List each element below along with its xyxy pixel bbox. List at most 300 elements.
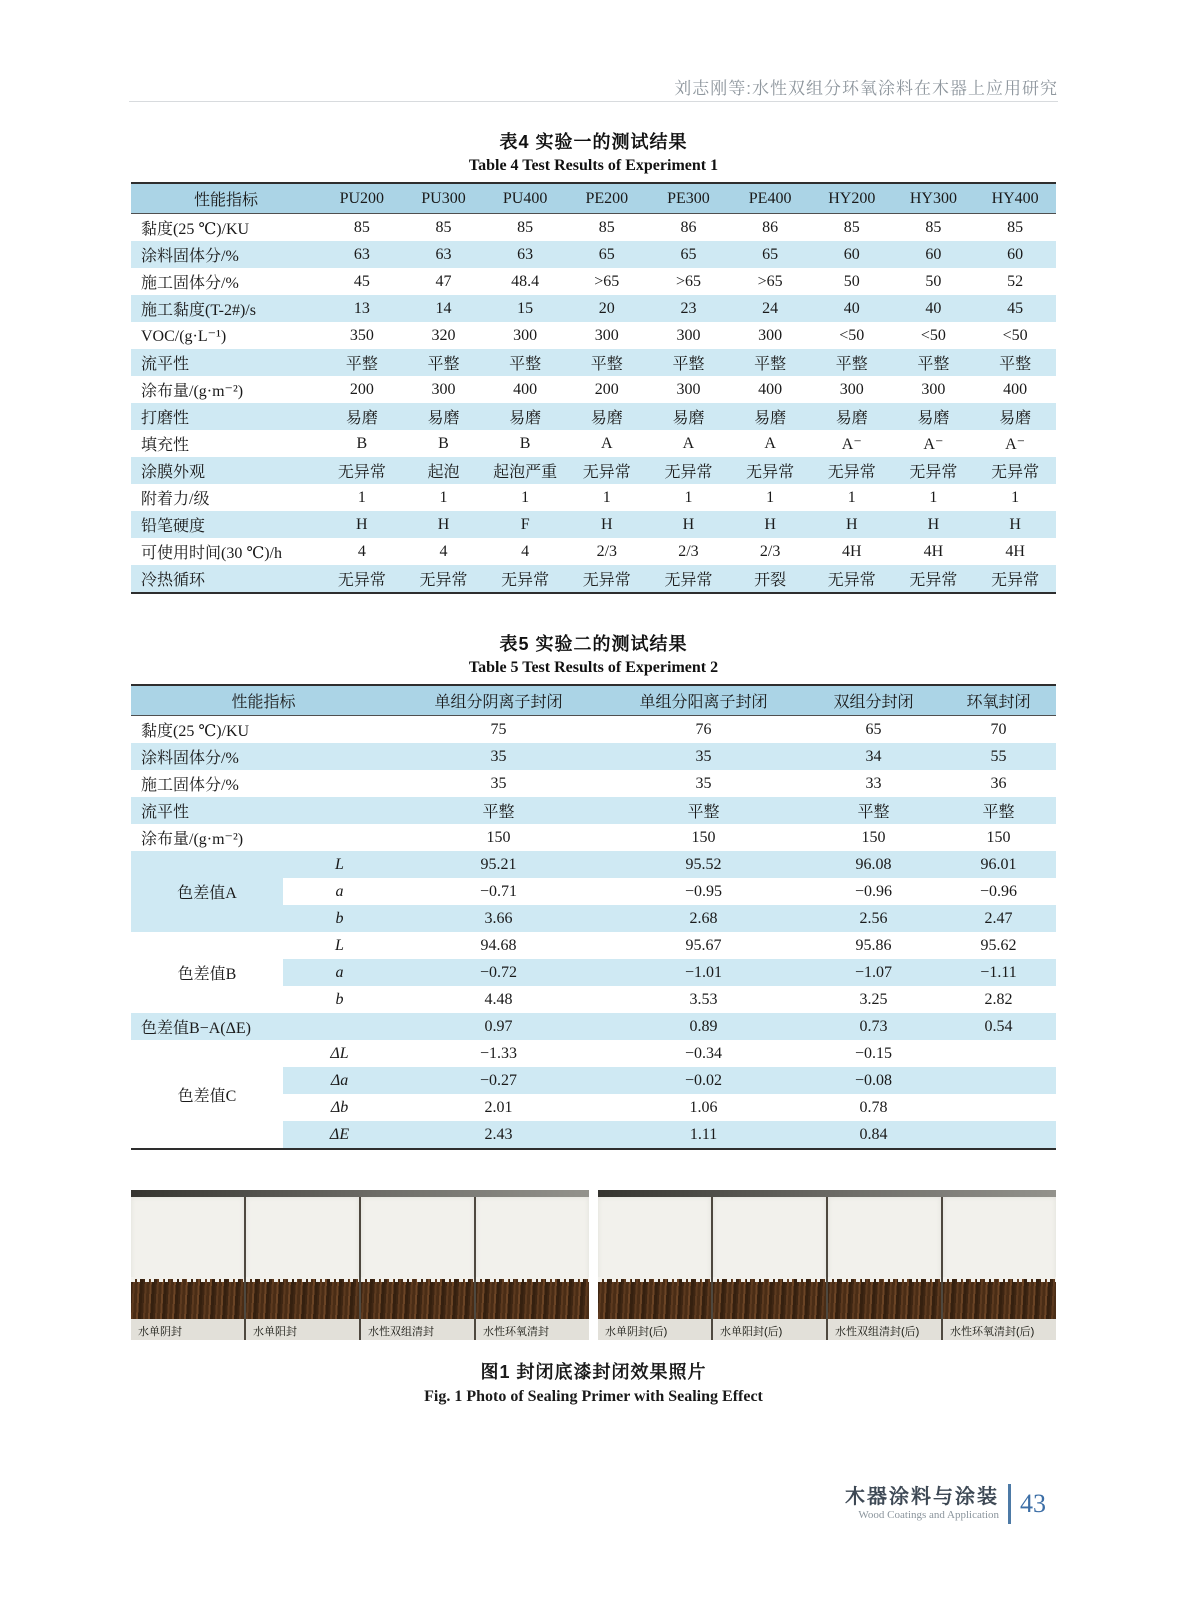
column-header-indicator: 性能指标 [193,192,258,209]
value-cell: B [356,434,368,452]
value-cell: 1 [1011,488,1020,506]
photo-after [598,1190,1056,1340]
value-cell: −1.01 [685,963,723,981]
table4-header-row [131,183,1056,214]
value-cell: 平整 [999,356,1032,373]
value-cell: 65 [865,720,882,738]
row-label: 打磨性 [141,410,190,427]
column-header-sealer: 环氧封闭 [966,694,1031,711]
value-cell: <50 [920,326,946,344]
value-cell: 85 [517,218,534,236]
row-label: 涂料固体分/% [141,248,239,265]
row-label: 涂布量/(g·m⁻²) [141,831,244,848]
value-cell: H [845,515,858,533]
value-cell: −0.27 [480,1071,518,1089]
value-cell: −0.95 [685,882,723,900]
wood-panel [828,1190,943,1340]
value-cell: 150 [691,828,716,846]
value-cell: 无异常 [664,572,713,589]
value-cell: 无异常 [419,572,468,589]
value-cell: 1 [766,488,775,506]
value-cell: 35 [695,774,712,792]
value-cell: 无异常 [909,464,958,481]
table-row [131,716,1056,744]
value-cell: 0.73 [859,1017,888,1035]
value-cell: F [520,515,530,533]
value-cell: 0.54 [984,1017,1013,1035]
row-label: 流平性 [141,804,190,821]
header-rule [129,101,1058,102]
value-cell: 平整 [345,356,378,373]
sub-label: a [335,882,344,900]
sub-label: L [335,855,344,873]
column-header-sealer: 双组分封闭 [833,694,914,711]
value-cell: 4.48 [484,990,513,1008]
column-header-sample: HY200 [828,189,876,207]
value-cell: A⁻ [1005,435,1026,453]
value-cell: 47 [435,272,452,290]
value-cell: 70 [990,720,1007,738]
value-cell: 无异常 [991,572,1040,589]
column-header-sample: PU300 [421,189,466,207]
value-cell: 36 [990,774,1007,792]
table-row [131,430,1056,457]
sub-label: ΔL [330,1044,349,1062]
value-cell: 40 [925,299,942,317]
value-cell: 1 [357,488,366,506]
value-cell: 起泡严重 [493,464,558,481]
value-cell: 85 [353,218,370,236]
value-cell: −0.02 [685,1071,723,1089]
value-cell: >65 [675,272,701,290]
table4-title-cn: 表4 实验一的测试结果 [499,132,688,152]
value-cell: 平整 [509,356,542,373]
value-cell: 15 [517,299,534,317]
value-cell: 86 [680,218,697,236]
table4-head [131,183,1056,214]
sub-label: a [335,963,344,981]
table4-body [131,214,1056,594]
value-cell: 63 [353,245,370,263]
value-cell: 易磨 [345,410,378,427]
column-header-sample: PU400 [502,189,548,207]
sub-label: b [335,990,344,1008]
table-row [131,538,1056,565]
wood-grain-area [943,1279,1056,1319]
panel-label: 水单阴封(后) [598,1319,711,1340]
value-cell: −0.72 [480,963,518,981]
value-cell: 2.68 [689,909,718,927]
value-cell: 4 [357,542,366,560]
value-cell: 85 [598,218,615,236]
value-cell [941,1040,1056,1067]
value-cell: 无异常 [582,572,631,589]
page-number: 43 [1020,1489,1046,1518]
wood-panel [713,1190,828,1340]
value-cell: 20 [598,299,615,317]
value-cell: −1.07 [855,963,893,981]
table-row [131,1013,1056,1040]
value-cell: 85 [1007,218,1024,236]
value-cell: A [601,434,613,452]
value-cell: 平整 [857,804,890,821]
row-label: 流平性 [141,356,190,373]
wood-panel [476,1190,589,1340]
row-label: 填充性 [141,437,190,454]
value-cell: 1 [521,488,530,506]
value-cell: 4H [841,542,862,560]
value-cell: 86 [762,218,779,236]
value-cell: A [682,434,695,452]
value-cell: 350 [349,326,374,344]
panel-label: 水单阴封 [131,1319,244,1340]
value-cell: 平整 [590,356,623,373]
value-cell [941,1121,1056,1149]
value-cell: 65 [680,245,697,263]
table-row [131,743,1056,770]
table4-title-en: Table 4 Test Results of Experiment 1 [468,157,719,174]
value-cell: −0.08 [855,1071,893,1089]
value-cell: 35 [490,747,507,765]
running-head: 刘志刚等:水性双组分环氧涂料在木器上应用研究 [674,79,1058,98]
panel-label: 水性双组清封 [361,1319,474,1340]
table5-title-en: Table 5 Test Results of Experiment 2 [468,659,719,676]
value-cell: 无异常 [337,572,386,589]
table4 [131,182,1056,594]
table5-block [131,630,1056,1150]
row-label: 涂布量/(g·m⁻²) [141,383,244,400]
figure-photos [131,1190,1056,1340]
value-cell: 50 [843,272,860,290]
table-row [131,376,1056,403]
value-cell: A⁻ [841,435,862,453]
table-row [131,797,1056,824]
value-cell: H [682,515,695,533]
value-cell: H [927,515,940,533]
value-cell: H [1009,515,1021,533]
value-cell: −0.96 [980,882,1018,900]
value-cell: 400 [1003,380,1028,398]
row-label: 铅笔硬度 [141,518,206,535]
journal-names [845,1486,999,1522]
value-cell: A [764,434,776,452]
table-row [131,851,1056,878]
table-row [131,824,1056,851]
value-cell: 4H [1005,542,1025,560]
value-cell: 65 [762,245,779,263]
value-cell: 无异常 [827,572,876,589]
value-cell: 易磨 [590,410,623,427]
value-cell: 320 [431,326,456,344]
value-cell: 1 [439,488,448,506]
row-label: 色差值B−A(ΔE) [141,1020,251,1037]
value-cell: 60 [843,245,860,263]
value-cell: 76 [695,720,712,738]
value-cell: −1.11 [980,963,1017,981]
value-cell: 无异常 [337,464,386,481]
row-label: 施工黏度(T-2#)/s [141,302,256,319]
value-cell: 300 [431,380,456,398]
table-row [131,565,1056,593]
value-cell: <50 [1002,326,1028,344]
sub-label: Δa [330,1071,349,1089]
column-header-sample: HY400 [991,189,1039,207]
value-cell: 300 [921,380,946,398]
value-cell: 1 [684,488,693,506]
value-cell: 45 [353,272,370,290]
figure-block [131,1190,1056,1406]
figure-caption-cn: 图1 封闭底漆封闭效果照片 [480,1362,707,1382]
value-cell: 85 [925,218,942,236]
journal-title-cn: 木器涂料与涂装 [845,1486,999,1508]
value-cell: 45 [1007,299,1024,317]
value-cell: 96.01 [980,855,1017,873]
value-cell: H [601,515,613,533]
row-label: 涂料固体分/% [141,750,239,767]
sub-label: b [335,909,344,927]
table5-body [131,716,1056,1150]
row-label: 涂膜外观 [141,464,206,481]
value-cell: 300 [839,380,864,398]
value-cell: 35 [490,774,507,792]
value-cell: H [437,515,450,533]
group-label: 色差值B [131,932,283,1013]
value-cell: 85 [843,218,860,236]
value-cell: 1.06 [689,1098,718,1116]
value-cell: B [438,434,449,452]
wood-grain-area [131,1279,244,1319]
value-cell: 0.89 [689,1017,718,1035]
value-cell: 无异常 [501,572,550,589]
panel-label: 水单阳封(后) [713,1319,826,1340]
value-cell: 4 [521,542,530,560]
wood-panel [131,1190,246,1340]
value-cell: 易磨 [672,410,705,427]
value-cell: 2.01 [484,1098,513,1116]
journal-title-en: Wood Coatings and Application [858,1509,999,1521]
value-cell: 300 [676,380,701,398]
wood-grain-area [828,1279,941,1319]
value-cell: −0.71 [480,882,518,900]
row-label: 黏度(25 ℃)/KU [141,723,250,740]
value-cell: 无异常 [827,464,876,481]
wood-grain-area [361,1279,474,1319]
value-cell: 50 [925,272,942,290]
column-header-sample: PE200 [585,189,629,207]
value-cell: 易磨 [509,410,542,427]
value-cell: >65 [594,272,620,290]
row-label: 附着力/级 [141,491,210,508]
value-cell: B [519,434,531,452]
table-row [131,770,1056,797]
sub-label: ΔE [329,1125,350,1143]
value-cell: 150 [986,828,1011,846]
value-cell: 无异常 [746,464,795,481]
value-cell: 3.25 [859,990,888,1008]
panel-label: 水单阳封 [246,1319,359,1340]
value-cell: −1.33 [480,1044,518,1062]
value-cell: 平整 [672,356,705,373]
value-cell: 2.56 [859,909,888,927]
value-cell: 平整 [687,804,720,821]
panel-label: 水性环氧清封 [476,1319,589,1340]
value-cell: −0.34 [685,1044,723,1062]
value-cell: 48.4 [511,272,540,290]
value-cell: 平整 [427,356,460,373]
value-cell: 200 [349,380,374,398]
value-cell: 2/3 [759,542,781,560]
page-footer [845,1484,1046,1524]
value-cell: 300 [676,326,701,344]
panel-label: 水性双组清封(后) [828,1319,941,1340]
value-cell: 55 [990,747,1007,765]
table5-head [131,685,1056,716]
value-cell: 2.47 [984,909,1013,927]
table-row [131,511,1056,538]
value-cell: 63 [517,245,534,263]
row-label: VOC/(g·L⁻¹) [141,327,227,345]
value-cell: 3.53 [689,990,718,1008]
table4-block [131,128,1056,594]
value-cell [941,1094,1056,1121]
column-header-sealer: 单组分阳离子封闭 [639,694,768,711]
value-cell: 95.62 [980,936,1017,954]
table-row [131,484,1056,511]
figure-caption-en: Fig. 1 Photo of Sealing Primer with Sealing Effect [424,1388,763,1405]
value-cell: 无异常 [991,464,1040,481]
value-cell: 易磨 [999,410,1032,427]
row-label: 施工固体分/% [141,777,239,794]
value-cell: 2.82 [984,990,1013,1008]
value-cell: 300 [758,326,783,344]
value-cell: 33 [865,774,882,792]
value-cell: 200 [594,380,619,398]
value-cell: 1 [847,488,856,506]
panel-label: 水性环氧清封(后) [943,1319,1056,1340]
table-row [131,457,1056,484]
row-label: 施工固体分/% [141,275,239,292]
sub-label: L [335,936,344,954]
value-cell: 2/3 [596,542,618,560]
value-cell: 2/3 [678,542,699,560]
table-row [131,295,1056,322]
value-cell: 0.97 [484,1017,513,1035]
table-row [131,1040,1056,1067]
value-cell: >65 [757,272,783,290]
wood-panel [361,1190,476,1340]
value-cell: 300 [513,326,538,344]
column-header-sample: PU200 [339,189,385,207]
value-cell: 4H [923,542,944,560]
value-cell: 2.43 [484,1125,513,1143]
value-cell: 0.78 [859,1098,888,1116]
value-cell: 40 [843,299,860,317]
value-cell: 95.67 [685,936,722,954]
value-cell: 60 [1007,245,1024,263]
value-cell: 65 [598,245,615,263]
value-cell: 1.11 [689,1125,718,1143]
value-cell: 4 [439,542,448,560]
wood-panel [246,1190,361,1340]
value-cell: 85 [435,218,452,236]
value-cell: 95.21 [480,855,517,873]
value-cell: 无异常 [664,464,713,481]
table5-title-cn: 表5 实验二的测试结果 [499,634,688,654]
wood-grain-area [713,1279,826,1319]
value-cell: 52 [1007,272,1024,290]
value-cell: 易磨 [754,410,787,427]
column-header-sample: PE300 [667,189,710,207]
value-cell: 94.68 [480,936,517,954]
value-cell: 63 [435,245,452,263]
value-cell: 起泡 [427,464,460,481]
group-label: 色差值C [131,1040,283,1149]
wood-panel [598,1190,713,1340]
value-cell: 34 [865,747,882,765]
table-row [131,322,1056,349]
table-row [131,403,1056,430]
value-cell: 平整 [835,356,868,373]
wood-grain-area [598,1279,711,1319]
value-cell: A⁻ [923,435,944,453]
value-cell: 35 [695,747,712,765]
value-cell: 1 [602,488,611,506]
table-row [131,932,1056,959]
value-cell: 平整 [754,356,787,373]
value-cell: 95.52 [685,855,722,873]
sub-label: Δb [330,1098,349,1116]
value-cell: 300 [594,326,619,344]
value-cell: −0.96 [855,882,893,900]
value-cell: 150 [486,828,511,846]
group-label: 色差值A [131,851,283,932]
column-header-indicator: 性能指标 [231,694,296,711]
wood-grain-area [476,1279,589,1319]
value-cell: 易磨 [917,410,950,427]
value-cell: 400 [513,380,538,398]
column-header-sample: PE400 [748,189,792,207]
value-cell: 易磨 [835,410,868,427]
wood-panel [943,1190,1056,1340]
table-row [131,214,1056,242]
value-cell: 400 [758,380,783,398]
value-cell: 1 [929,488,938,506]
table-row [131,241,1056,268]
row-label: 黏度(25 ℃)/KU [141,221,250,238]
row-label: 冷热循环 [141,572,206,589]
value-cell: 13 [353,299,370,317]
value-cell: 60 [925,245,942,263]
value-cell: H [764,515,776,533]
value-cell: 14 [435,299,452,317]
wood-grain-area [246,1279,359,1319]
value-cell: 23 [680,299,697,317]
row-label: 可使用时间(30 ℃)/h [141,545,283,562]
value-cell: <50 [839,326,865,344]
value-cell: 3.66 [484,909,513,927]
photo-before [131,1190,589,1340]
value-cell: 95.86 [855,936,892,954]
value-cell: 易磨 [427,410,460,427]
value-cell: 开裂 [754,572,787,589]
value-cell: 0.84 [859,1125,888,1143]
table5-header-row [131,685,1056,716]
column-header-sealer: 单组分阴离子封闭 [434,694,563,711]
value-cell: 平整 [982,804,1015,821]
value-cell [941,1067,1056,1094]
footer-divider-bar [1008,1484,1011,1524]
value-cell: 75 [490,720,507,738]
